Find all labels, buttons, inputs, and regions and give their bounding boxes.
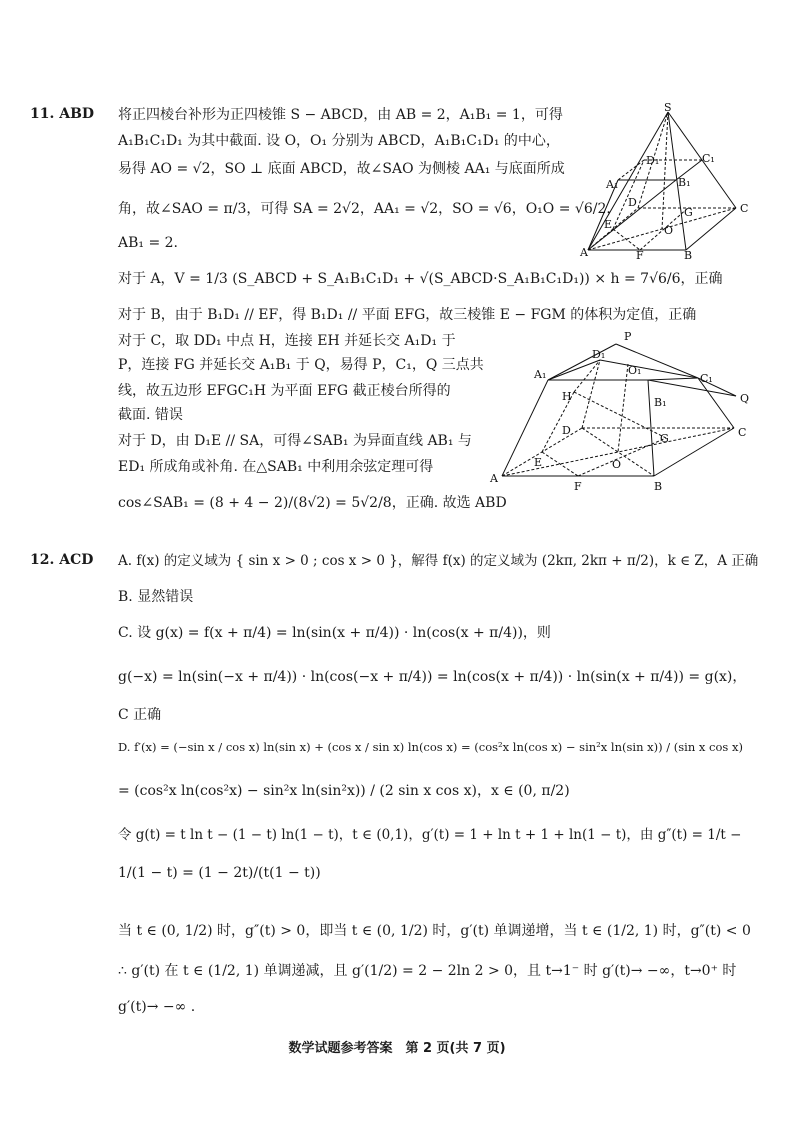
q11-line-1: 将正四棱台补形为正四棱锥 S − ABCD，由 AB = 2，A₁B₁ = 1，可得 [118, 107, 563, 123]
fig2-label-c1: C₁ [700, 372, 713, 385]
q12-option-b: B. 显然错误 [118, 589, 194, 605]
fig1-label-d: D [628, 196, 637, 209]
q12-option-c-2: g(−x) = ln(sin(−x + π/4)) · ln(cos(−x + π/4)) = ln(cos(x + π/4)) · ln(sin(x + π/4)) = g(x)， [118, 669, 747, 685]
q12-option-c-1: C. 设 g(x) = f(x + π/4) = ln(sin(x + π/4)) · ln(cos(x + π/4))，则 [118, 625, 551, 641]
fig2-label-d1: D₁ [592, 348, 606, 361]
fig2-label-p: P [624, 330, 632, 343]
q12-option-d-7: g′(t)→ −∞ . [118, 999, 196, 1015]
fig2-label-g: G [660, 432, 669, 445]
q11-line-4: 角，故∠SAO = π/3，可得 SA = 2√2，AA₁ = √2，SO = √6，O₁O = √6/2， [118, 201, 621, 217]
q11-option-d-3: cos∠SAB₁ = (8 + 4 − 2)/(8√2) = 5√2/8，正确. 故选 ABD [118, 495, 507, 511]
fig1-label-d1: D₁ [646, 154, 660, 167]
q11-option-c-1: 对于 C，取 DD₁ 中点 H，连接 EH 并延长交 A₁D₁ 于 [118, 333, 456, 349]
q12-option-d-3: 令 g(t) = t ln t − (1 − t) ln(1 − t)，t ∈ (0,1)，g′(t) = 1 + ln t + 1 + ln(1 − t)，由 g″(t) = 1/t − [118, 827, 742, 843]
fig2-label-q: Q [740, 392, 750, 405]
page-footer: 数学试题参考答案 第 2 页(共 7 页) [288, 1041, 506, 1056]
q11-line-5: AB₁ = 2. [118, 235, 178, 251]
fig1-label-o: O [664, 224, 674, 237]
question-11-number: 11. ABD [30, 106, 95, 122]
q11-line-3: 易得 AO = √2，SO ⊥ 底面 ABCD，故∠SAO 为侧棱 AA₁ 与底面所成 [118, 161, 565, 177]
q11-line-2: A₁B₁C₁D₁ 为其中截面. 设 O，O₁ 分别为 ABCD，A₁B₁C₁D₁ 的中心， [118, 133, 560, 149]
q11-option-d-1: 对于 D，由 D₁E // SA，可得∠SAB₁ 为异面直线 AB₁ 与 [118, 433, 472, 449]
fig2-label-a: A [490, 472, 498, 485]
fig2-label-o: O [612, 458, 622, 471]
q11-option-c-2: P，连接 FG 并延长交 A₁B₁ 于 Q，易得 P，C₁，Q 三点共 [118, 357, 484, 373]
q12-option-c-3: C 正确 [118, 707, 162, 723]
q11-option-d-2: ED₁ 所成角或补角. 在△SAB₁ 中利用余弦定理可得 [118, 459, 434, 475]
fig2-label-h: H [562, 390, 572, 403]
q11-option-c-3: 线，故五边形 EFGC₁H 为平面 EFG 截正棱台所得的 [118, 383, 451, 399]
pyramid-figure [578, 102, 756, 260]
fig2-label-o1: O₁ [628, 364, 642, 377]
q12-option-d-4: 1/(1 − t) = (1 − 2t)/(t(1 − t)) [118, 865, 321, 881]
fig1-label-f: F [636, 249, 644, 260]
fig1-label-s: S [664, 102, 672, 114]
q12-option-d-6: ∴ g′(t) 在 t ∈ (1/2, 1) 单调递减，且 g′(1/2) = 2 − 2ln 2 > 0，且 t→1⁻ 时 g′(t)→ −∞，t→0⁺ 时 [118, 963, 737, 979]
fig2-label-e: E [534, 456, 543, 469]
fig1-label-a: A [580, 246, 588, 259]
fig1-label-b1: B₁ [678, 176, 691, 189]
fig2-label-f: F [574, 480, 582, 493]
fig2-label-b1: B₁ [654, 396, 667, 409]
frustum-figure [488, 330, 768, 510]
q12-option-d-1: D. f′(x) = (−sin x / cos x) ln(sin x) + (cos x / sin x) ln(cos x) = (cos²x ln(cos x) − sin²x ln(sin x)) / (sin x cos x) [118, 740, 743, 754]
fig1-label-c1: C₁ [702, 152, 715, 165]
fig2-label-d: D [562, 424, 571, 437]
q11-option-a: 对于 A，V = 1/3 (S_ABCD + S_A₁B₁C₁D₁ + √(S_ABCD·S_A₁B₁C₁D₁)) × h = 7√6/6，正确 [118, 271, 723, 287]
q12-option-d-5: 当 t ∈ (0, 1/2) 时，g″(t) > 0，即当 t ∈ (0, 1/2) 时，g′(t) 单调递增，当 t ∈ (1/2, 1) 时，g″(t) < 0 [118, 923, 751, 939]
fig1-label-g: G [684, 206, 693, 219]
fig2-label-b: B [654, 480, 663, 493]
q11-option-b: 对于 B，由于 B₁D₁ // EF，得 B₁D₁ // 平面 EFG，故三棱锥 E − FGM 的体积为定值，正确 [118, 307, 697, 323]
q12-option-d-2: = (cos²x ln(cos²x) − sin²x ln(sin²x)) / (2 sin x cos x)，x ∈ (0, π/2) [118, 783, 570, 799]
fig1-label-e: E [604, 218, 613, 231]
q12-option-a: A. f(x) 的定义域为 { sin x > 0 ; cos x > 0 }，解得 f(x) 的定义域为 (2kπ, 2kπ + π/2)，k ∈ Z，A 正确 [118, 553, 759, 569]
question-12-number: 12. ACD [30, 552, 94, 568]
fig2-label-c: C [738, 426, 747, 439]
fig1-label-b: B [684, 249, 693, 260]
fig1-label-c: C [740, 202, 749, 215]
q11-option-c-4: 截面. 错误 [118, 407, 183, 423]
fig1-label-a1: A₁ [606, 178, 619, 191]
fig2-label-a1: A₁ [534, 368, 547, 381]
